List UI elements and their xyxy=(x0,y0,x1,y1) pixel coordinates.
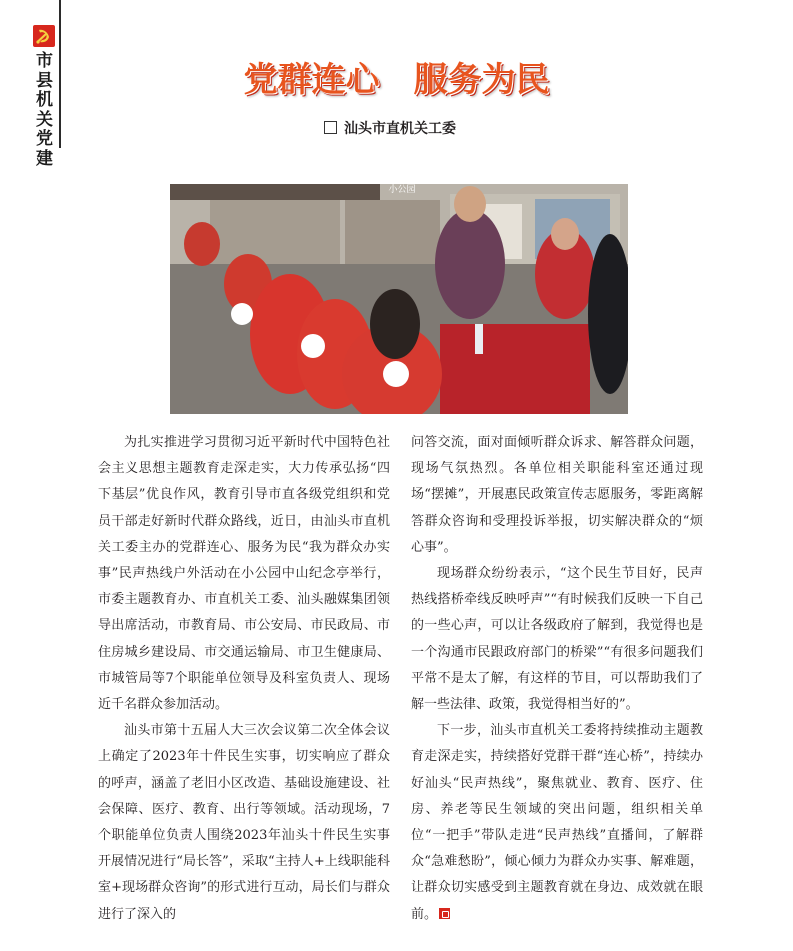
paragraph: 问答交流，面对面倾听群众诉求、解答群众问题，现场气氛热烈。各单位相关职能科室还通过现场“摆摊”，开展惠民政策宣传志愿服务，零距离解答群众咨询和受理投诉举报，切实解决群众的“烦心事”。 xyxy=(411,435,703,555)
article-column-right xyxy=(411,430,703,928)
paragraph-text: 下一步，汕头市直机关工委将持续推动主题教育走深走实，持续搭好党群干群“连心桥”，持续办好汕头“民声热线”，聚焦就业、教育、医疗、住房、养老等民生领域的突出问题，组织相关单位“一把手”带队走进“民声热线”直播间，了解群众“急难愁盼”，倾心倾力为群众办实事、解难题，让群众切实感受到主题教育就在身边、成效就在眼前。 xyxy=(411,723,703,922)
photo-sign: 小公园 xyxy=(388,185,416,195)
author-byline xyxy=(324,118,456,138)
article-column-left xyxy=(98,430,390,928)
event-photo xyxy=(170,184,628,414)
author-name: 汕头市直机关工委 xyxy=(344,121,456,137)
paragraph: 为扎实推进学习贯彻习近平新时代中国特色社会主义思想主题教育走深走实，大力传承弘扬“四下基层”优良作风，教育引导市直各级党组织和党员干部走好新时代群众路线，近日，由汕头市直机关工委主办的党群连心、服务为民“我为群众办实事”民声热线户外活动在小公园中山纪念亭举行，市委主题教育办、市直机关工委、汕头融媒集团领导出席活动，市教育局、市公安局、市民政局、市住房城乡建设局、市交通运输局、市卫生健康局、市城管局等7个职能单位领导及科室负责人、现场近千名群众参加活动。 xyxy=(98,435,390,713)
paragraph-last xyxy=(411,718,703,928)
paragraph: 汕头市第十五届人大三次会议第二次全体会议上确定了2023年十件民生实事，切实响应了群众的呼声，涵盖了老旧小区改造、基础设施建设、社会保障、医疗、教育、出行等领域。活动现场，7个职能单位负责人围绕2023年汕头十件民生实事开展情况进行“局长答”，采取“主持人+上线职能科室+现场群众咨询”的形式进行互动，局长们与群众进行了深入的 xyxy=(98,723,390,922)
party-emblem-icon xyxy=(33,25,55,47)
byline-box-icon xyxy=(324,121,337,134)
end-mark-icon xyxy=(439,908,450,919)
page-title: 党群连心 服务为民 xyxy=(243,60,550,100)
section-label: 市县机关党建 xyxy=(36,51,53,169)
paragraph: 现场群众纷纷表示，“这个民生节目好，民声热线搭桥牵线反映呼声”“有时候我们反映一下自己的一些心声，可以让各级政府了解到，我觉得也是一个沟通市民跟政府部门的桥梁”“有很多问题我们平常不是太了解，有这样的节目，可以帮助我们了解一些法律、政策，我觉得相当好的”。 xyxy=(411,566,703,713)
